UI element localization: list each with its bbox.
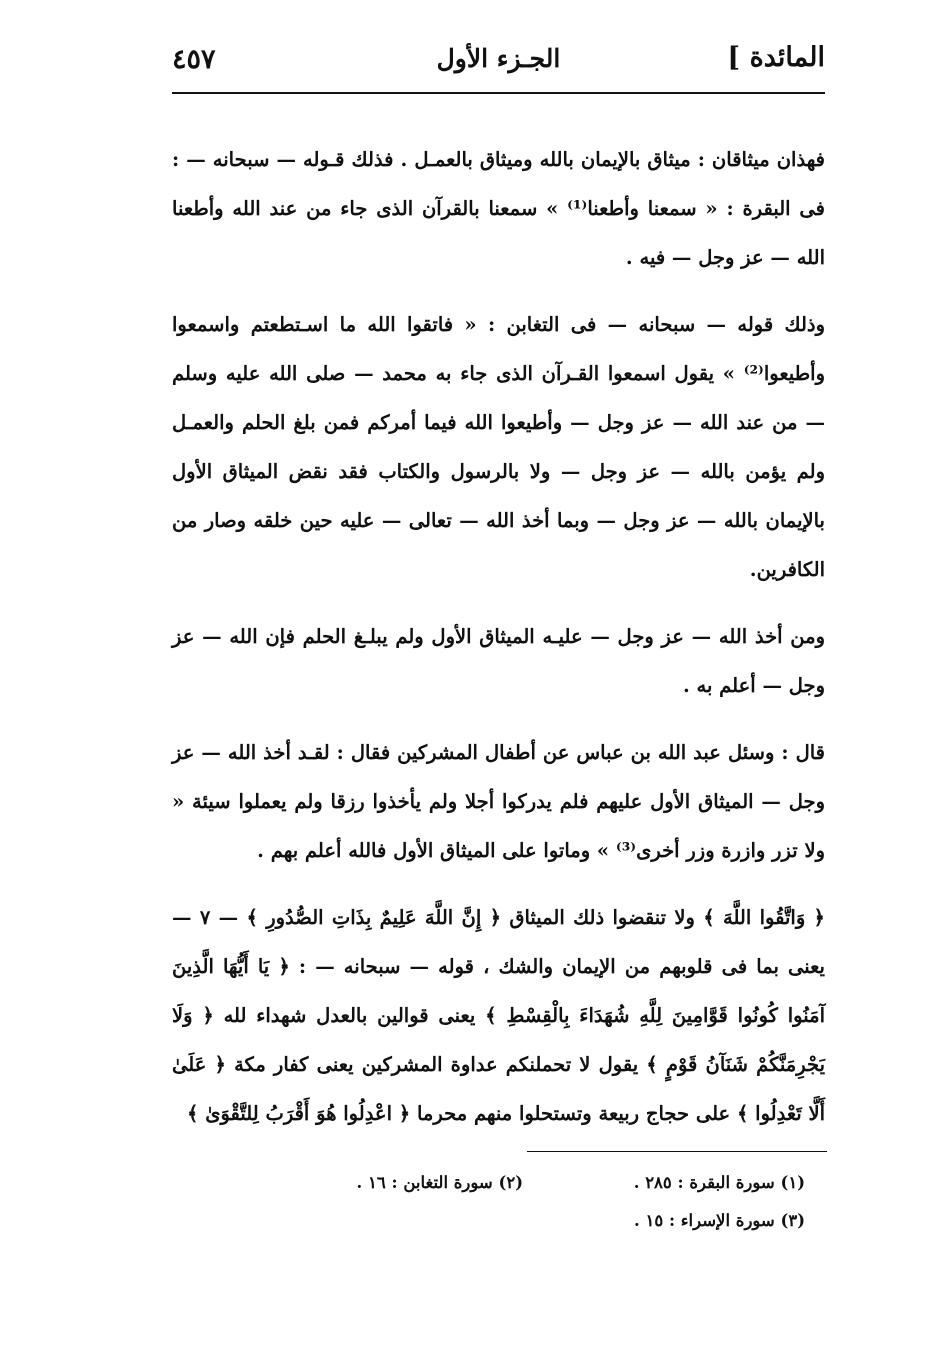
footnote-rule	[527, 1151, 827, 1152]
footnote-2: (٢) سورة التغابن : ١٦ .	[356, 1173, 523, 1192]
footnote-row	[300, 1211, 805, 1249]
paragraph: قال : وسئل عبد الله بن عباس عن أطفال المشركين فقال : لقـد أخذ الله — عز وجل — الميثاق الأول عليهم فلم يدركوا أجلا ولم يأخذوا رزقا ولم يعملوا سيئة « ولا تزر وازرة وزر أخرى⁽³⁾ » وماتوا على الميثاق الأول فالله أعلم بهم .	[172, 741, 825, 862]
page-header	[172, 38, 825, 86]
footnotes	[300, 1173, 805, 1249]
paragraph: ومن أخذ الله — عز وجل — عليـه الميثاق الأول ولم يبلـغ الحلم فإن الله — عز وجل — أعلم به .	[172, 625, 825, 697]
paragraph: وذلك قوله — سبحانه — فى التغابن : « فاتقوا الله ما اسـتطعتم واسمعوا وأطيعوا⁽²⁾ » يقول اسمعوا القـرآن الذى جاء به محمد — صلى الله عليه وسلم — من عند الله — عز وجل — وأطيعوا الله فيما أمركم فمن بلغ الحلم والعمـل ولم يؤمن بالله — عز وجل — ولا بالرسول والكتاب فقد نقض الميثاق الأول بالإيمان بالله — عز وجل — وبما أخذ الله — تعالى — عليه حين خلقه وصار من الكافرين.	[172, 313, 825, 581]
running-head-surah: المائدة ]	[727, 42, 825, 73]
footnote-3: (٣) سورة الإسراء : ١٥ .	[633, 1211, 805, 1230]
paragraph: ﴿ وَاتَّقُوا اللَّهَ ﴾ ولا تنقضوا ذلك الميثاق ﴿ إِنَّ اللَّهَ عَلِيمٌ بِذَاتِ الصُّدُورِ ﴾ — ٧ — يعنى بما فى قلوبهم من الإيمان والشك ، قوله — سبحانه — : ﴿ يَا أَيُّهَا الَّذِينَ آمَنُوا كُونُوا قَوَّامِينَ لِلَّهِ شُهَدَاءَ بِالْقِسْطِ ﴾ يعنى قوالين بالعدل شهداء لله ﴿ وَلَا يَجْرِمَنَّكُمْ شَنَآنُ قَوْمٍ ﴾ يقول لا تحملنكم عداوة المشركين يعنى كفار مكة ﴿ عَلَىٰ أَلَّا تَعْدِلُوا ﴾ على حجاج ربيعة وتستحلوا منهم محرما ﴿ اعْدِلُوا هُوَ أَقْرَبُ لِلتَّقْوَىٰ ﴾	[172, 906, 825, 1125]
header-rule	[172, 92, 825, 94]
footnote-row	[300, 1173, 805, 1211]
running-head-part: الجـزء الأول	[436, 44, 561, 73]
page-number: ٤٥٧	[172, 44, 216, 75]
footnote-1: (١) سورة البقرة : ٢٨٥ .	[633, 1173, 805, 1192]
paragraph: فهذان ميثاقان : ميثاق بالإيمان بالله وميثاق بالعمـل . فذلك قـوله — سبحانه — : فى البقرة : « سمعنا وأطعنا⁽¹⁾ » سمعنا بالقرآن الذى جاء من عند الله وأطعنا الله — عز وجل — فيه .	[172, 148, 825, 269]
main-text	[172, 135, 825, 1138]
